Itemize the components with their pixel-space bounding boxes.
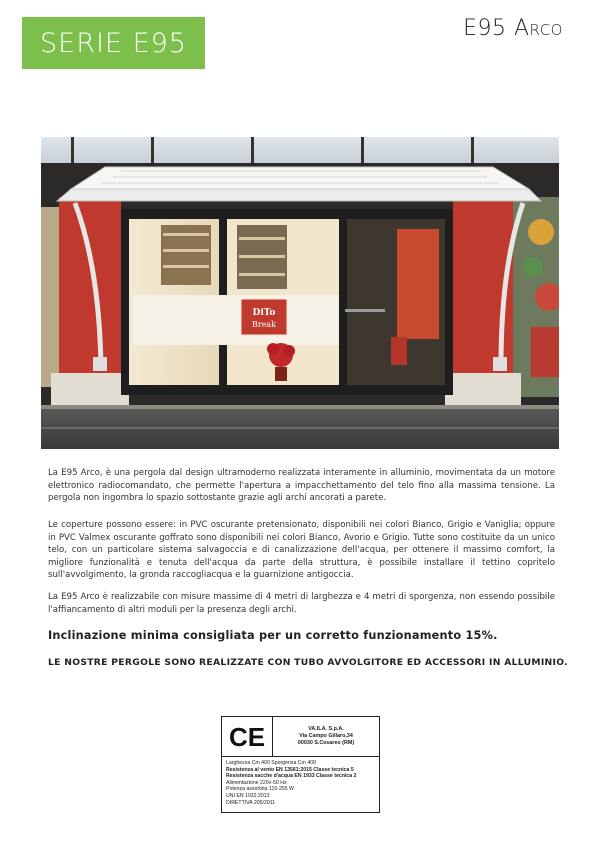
ce-label-header [222,717,379,757]
model-title [463,16,563,41]
inclination-note: Inclinazione minima consigliata per un corretto funzionamento 15%. [48,629,498,642]
spec-norm: UNI EN 1932:2013 [226,792,270,799]
model-name: Arco [513,16,563,41]
spec-power-supply: Alimentazione 220v-50 Hz [226,779,287,786]
spec-directive: DIRETTIVA 205/2011 [226,799,276,806]
spec-dimensions: Larghezza Cm 400 Sporgenza Cm 400 [226,760,316,766]
description-paragraph-3: La E95 Arco è realizzabile con misure massime di 4 metri di larghezza e 4 metri di sporgenza, non essendo possibile l'affiancamento di altri moduli per la presenza degli archi. [48,592,555,615]
company-city: 00030 S.Cesareo (RM) [297,740,355,746]
ce-label [221,716,380,813]
company-address: Via Campo Gillaro,34 [299,733,353,739]
ce-label-specs [222,757,379,809]
series-badge: SERIE E95 [22,17,205,69]
ce-mark-cell [222,717,273,756]
ce-mark-icon [227,724,267,750]
pergola-storefront-illustration [41,137,559,449]
model-prefix: E95 [463,16,507,41]
materials-note: LE NOSTRE PERGOLE SONO REALIZZATE CON TUBO AVVOLGITORE ED ACCESSORI IN ALLUMINIO. [48,657,568,668]
svg-text:CE: CE [228,723,266,750]
description-paragraph-1: La E95 Arco, è una pergola dal design ultramoderno realizzata interamente in alluminio, movimentata da un motore elettronico radiocomandato, che permette l'apertura a impacchettamento del telo fino alla massima tensione. La pergola non ingombra lo spazio sottostante grazie agli archi ancorati a parete. [48,468,555,504]
spec-wind: Resistenza al vento EN 13561:2015 Classe tecnica 5 [226,766,354,773]
manufacturer-info [273,717,379,756]
spec-water: Resistenza sacche d'acqua EN 1933 Classe tecnica 2 [226,773,357,780]
description-paragraph-2: Le coperture possono essere: in PVC oscurante pretensionato, disponibili nei colori Bianco, Grigio e Vaniglia; oppure in PVC Valmex oscurante goffrato sono disponibili nei colori Bianco, Avorio e Grigio. Tutte sono costituite da un unico telo, con un particolare sistema salvagoccia e di canalizzazione dell'acqua, per ottenere il massimo comfort, la migliore funzionalità e tenuta dell'acqua da parte della struttura, è possibile installare il tettino copritelo sull'avvolgimento, la gronda raccogliacqua e la guarnizione antigoccia. [48,520,555,581]
sign-line2: Break [251,320,277,329]
spec-power: Potenza assorbita 115-255 W [226,786,294,793]
company-name: VA.ILA. S.p.A. [308,726,344,732]
product-photo [41,137,559,449]
sign-line1: DiTo [252,308,276,318]
